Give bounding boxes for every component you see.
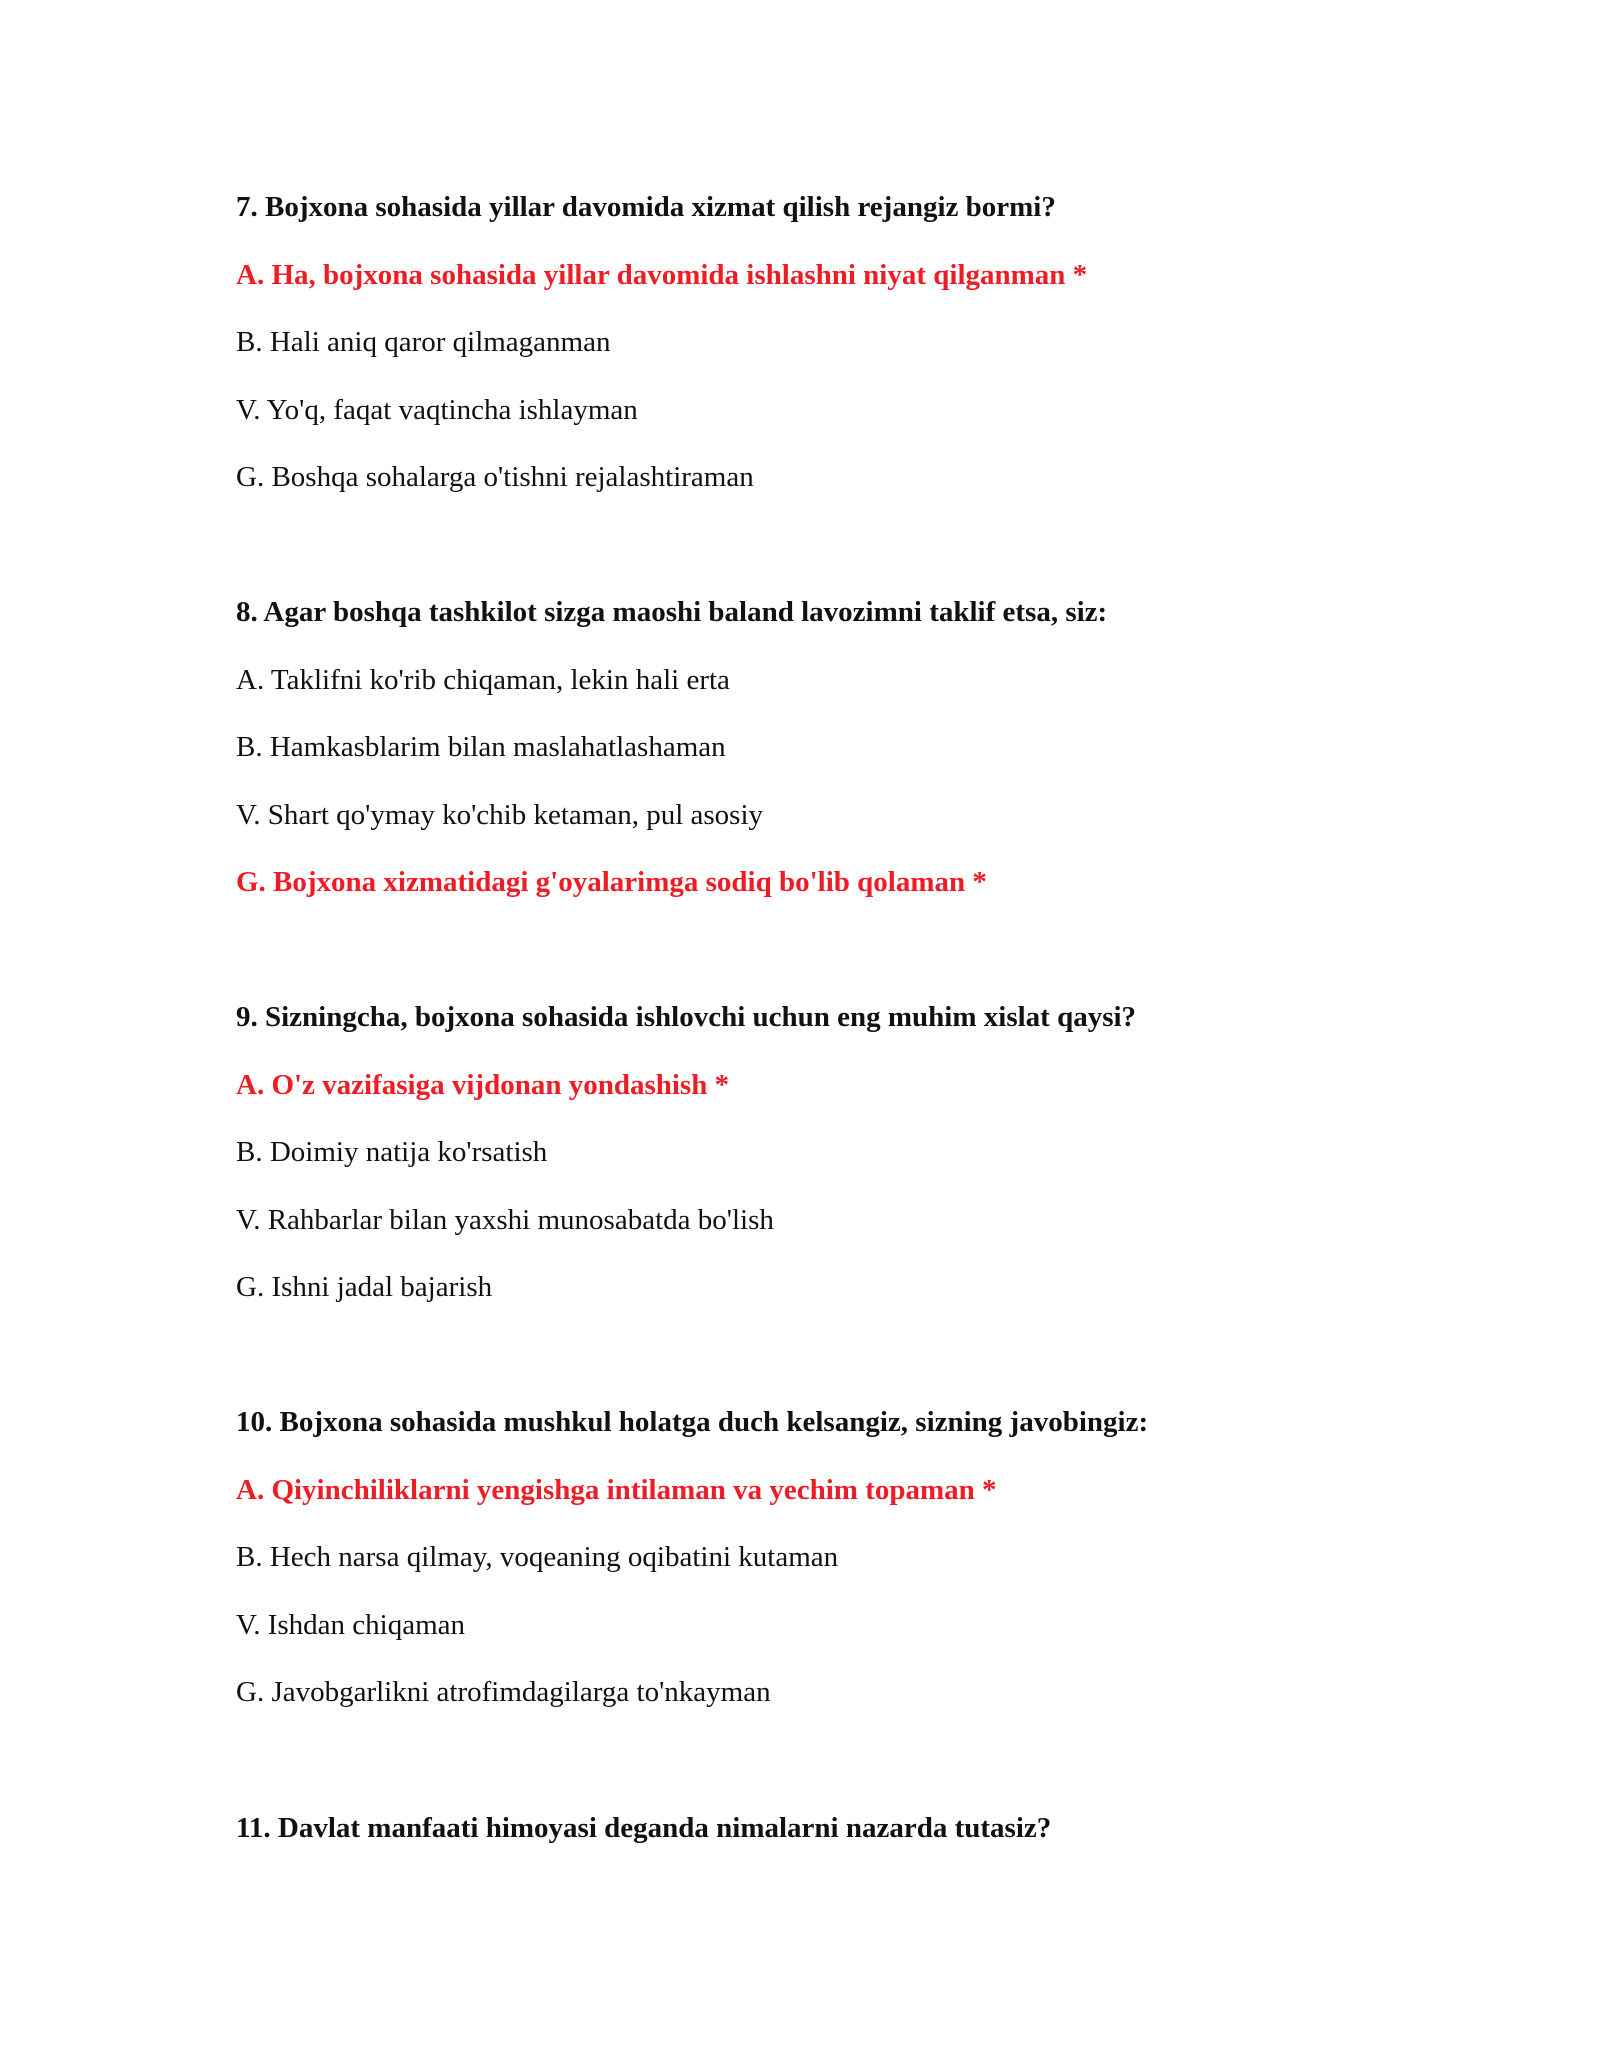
question-8 (236, 594, 1436, 932)
answer-option: V. Ishdan chiqaman (236, 1608, 465, 1641)
question-11 (236, 1810, 1436, 1878)
question-text: 8. Agar boshqa tashkilot sizga maoshi baland lavozimni taklif etsa, siz: (236, 596, 1108, 628)
answer-option: G. Javobgarlikni atrofimdagilarga to'nkayman (236, 1676, 771, 1709)
question-text: 7. Bojxona sohasida yillar davomida xizmat qilish rejangiz bormi? (236, 191, 1056, 223)
answer-option: V. Yo'q, faqat vaqtincha ishlayman (236, 393, 638, 426)
answer-option: B. Doimiy natija ko'rsatish (236, 1136, 548, 1169)
answer-option-correct: A. Qiyinchiliklarni yengishga intilaman va yechim topaman * (236, 1473, 997, 1506)
answer-option: V. Rahbarlar bilan yaxshi munosabatda bo'lish (236, 1203, 774, 1236)
answer-option-correct: A. O'z vazifasiga vijdonan yondashish * (236, 1068, 730, 1101)
answer-option: B. Hamkasblarim bilan maslahatlashaman (236, 731, 726, 764)
question-text: 11. Davlat manfaati himoyasi deganda nimalarni nazarda tutasiz? (236, 1812, 1052, 1844)
question-text: 10. Bojxona sohasida mushkul holatga duch kelsangiz, sizning javobingiz: (236, 1406, 1149, 1438)
question-7 (236, 189, 1436, 527)
question-9 (236, 999, 1436, 1337)
question-10 (236, 1404, 1436, 1742)
answer-option-correct: G. Bojxona xizmatidagi g'oyalarimga sodiq bo'lib qolaman * (236, 866, 987, 899)
answer-option: G. Ishni jadal bajarish (236, 1271, 493, 1304)
question-text: 9. Sizningcha, bojxona sohasida ishlovchi uchun eng muhim xislat qaysi? (236, 1001, 1137, 1033)
answer-option: B. Hali aniq qaror qilmaganman (236, 326, 611, 359)
answer-option-correct: A. Ha, bojxona sohasida yillar davomida ishlashni niyat qilganman * (236, 258, 1088, 291)
answer-option: V. Shart qo'ymay ko'chib ketaman, pul asosiy (236, 798, 764, 831)
answer-option: B. Hech narsa qilmay, voqeaning oqibatini kutaman (236, 1541, 839, 1574)
answer-option: A. Taklifni ko'rib chiqaman, lekin hali erta (236, 663, 730, 696)
answer-option: G. Boshqa sohalarga o'tishni rejalashtiraman (236, 461, 754, 494)
